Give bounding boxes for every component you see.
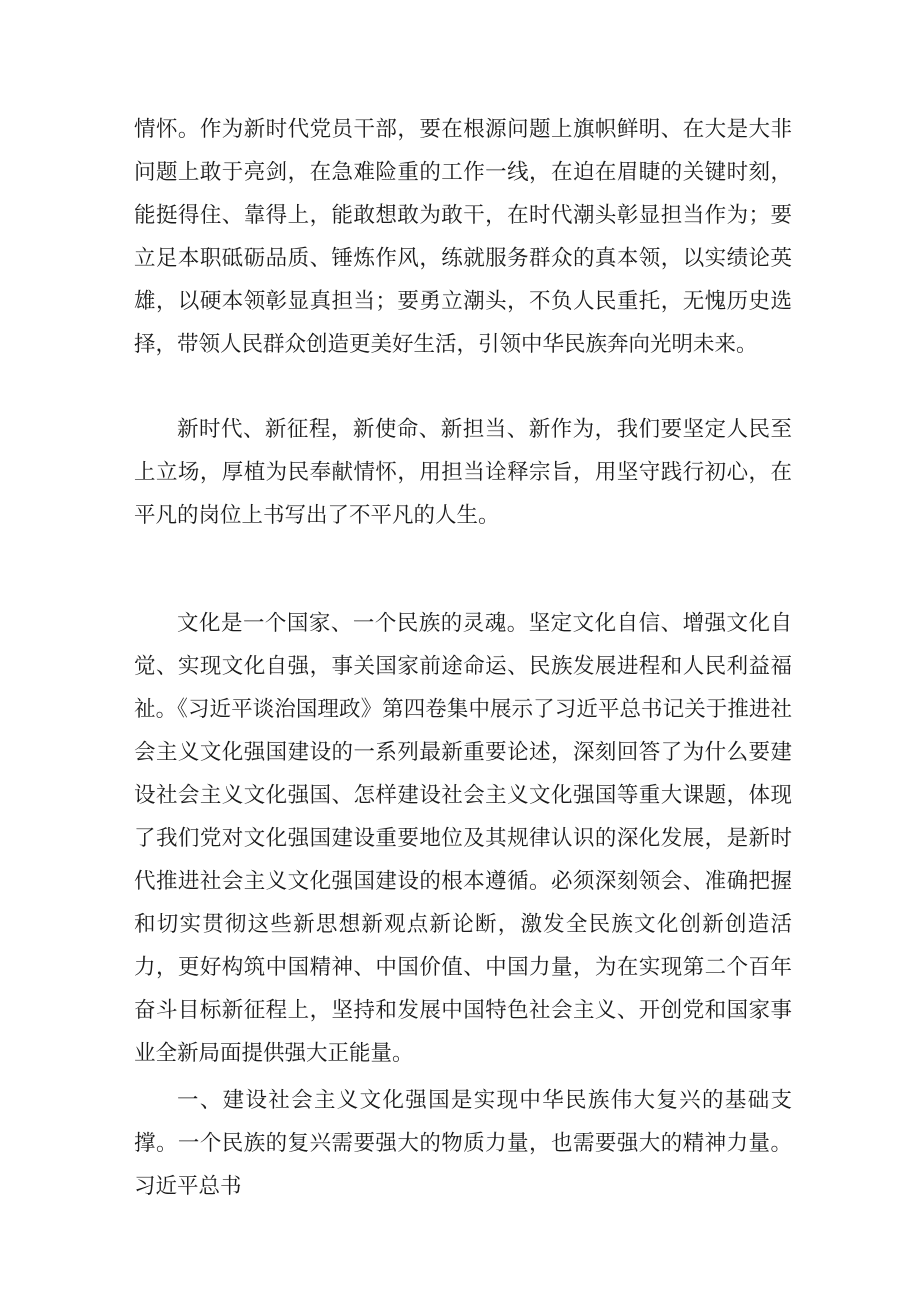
paragraph-culture-soul: 文化是一个国家、一个民族的灵魂。坚定文化自信、增强文化自觉、实现文化自强，事关国家前途命运、民族发展进程和人民利益福祉。《习近平谈治国理政》第四卷集中展示了习近平总书记关于推进社会主义文化强国建设的一系列最新重要论述，深刻回答了为什么要建设社会主义文化强国、怎样建设社会主义文化强国等重大课题，体现了我们党对文化强国建设重要地位及其规律认识的深化发展，是新时代推进社会主义文化强国建设的根本遵循。必须深刻领会、准确把握和切实贯彻这些新思想新观点新论断，激发全民族文化创新创造活力，更好构筑中国精神、中国价值、中国力量，为在实现第二个百年奋斗目标新征程上，坚持和发展中国特色社会主义、开创党和国家事业全新局面提供强大正能量。 (134, 611, 792, 1066)
paragraph-new-era: 新时代、新征程，新使命、新担当、新作为，我们要坚定人民至上立场，厚植为民奉献情怀，用担当诠释宗旨，用坚守践行初心，在平凡的岗位上书写出了不平凡的人生。 (134, 417, 792, 528)
paragraph-continuation: 情怀。作为新时代党员干部，要在根源问题上旗帜鲜明、在大是大非问题上敢于亮剑，在急难险重的工作一线，在迫在眉睫的关键时刻，能挺得住、靠得上，能敢想敢为敢干，在时代潮头彰显担当作为；要立足本职砥砺品质、锤炼作风，练就服务群众的真本领，以实绩论英雄，以硬本领彰显真担当；要勇立潮头，不负人民重托，无愧历史选择，带领人民群众创造更美好生活，引领中华民族奔向光明未来。 (134, 117, 792, 357)
paragraph-section-one: 一、建设社会主义文化强国是实现中华民族伟大复兴的基础支撑。一个民族的复兴需要强大的物质力量，也需要强大的精神力量。习近平总书 (134, 1088, 792, 1199)
